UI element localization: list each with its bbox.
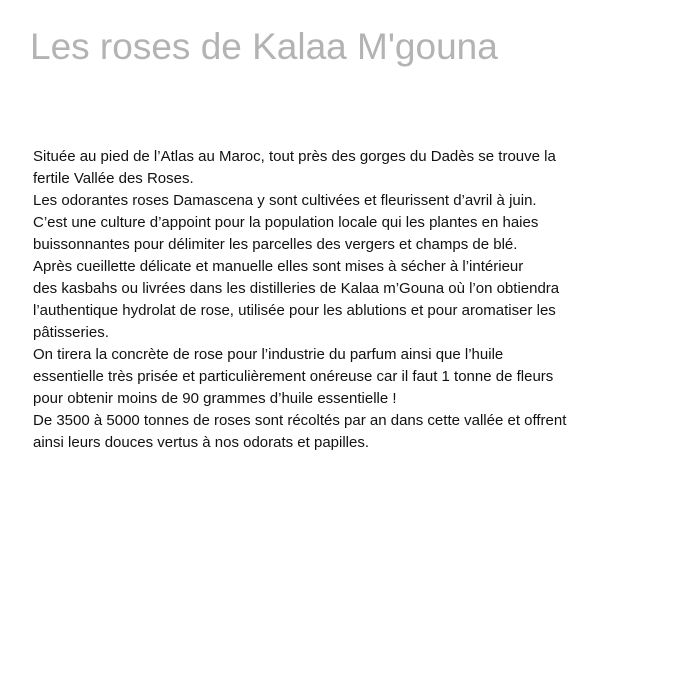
body-line: Après cueillette délicate et manuelle elles sont mises à sécher à l’intérieur xyxy=(33,258,524,275)
body-line: Les odorantes roses Damascena y sont cultivées et fleurissent d’avril à juin. xyxy=(33,192,537,209)
body-line: des kasbahs ou livrées dans les distilleries de Kalaa m’Gouna où l’on obtiendra xyxy=(33,280,560,297)
body-line: Située au pied de l’Atlas au Maroc, tout près des gorges du Dadès se trouve la xyxy=(33,148,556,165)
body-line: C’est une culture d’appoint pour la population locale qui les plantes en haies xyxy=(33,214,539,231)
body-line: pour obtenir moins de 90 grammes d’huile essentielle ! xyxy=(33,390,397,407)
body-line: buissonnantes pour délimiter les parcelles des vergers et champs de blé. xyxy=(33,236,518,253)
body-line: essentielle très prisée et particulièrement onéreuse car il faut 1 tonne de fleurs xyxy=(33,368,554,385)
body-line: l’authentique hydrolat de rose, utilisée pour les ablutions et pour aromatiser les xyxy=(33,302,556,319)
page-title: Les roses de Kalaa M'gouna xyxy=(30,26,498,67)
article-body xyxy=(33,146,663,454)
body-line: De 3500 à 5000 tonnes de roses sont récoltés par an dans cette vallée et offrent xyxy=(33,412,567,429)
body-line: ainsi leurs douces vertus à nos odorats et papilles. xyxy=(33,434,370,451)
body-line: pâtisseries. xyxy=(33,324,109,341)
body-line: fertile Vallée des Roses. xyxy=(33,170,194,187)
body-line: On tirera la concrète de rose pour l’industrie du parfum ainsi que l’huile xyxy=(33,346,504,363)
